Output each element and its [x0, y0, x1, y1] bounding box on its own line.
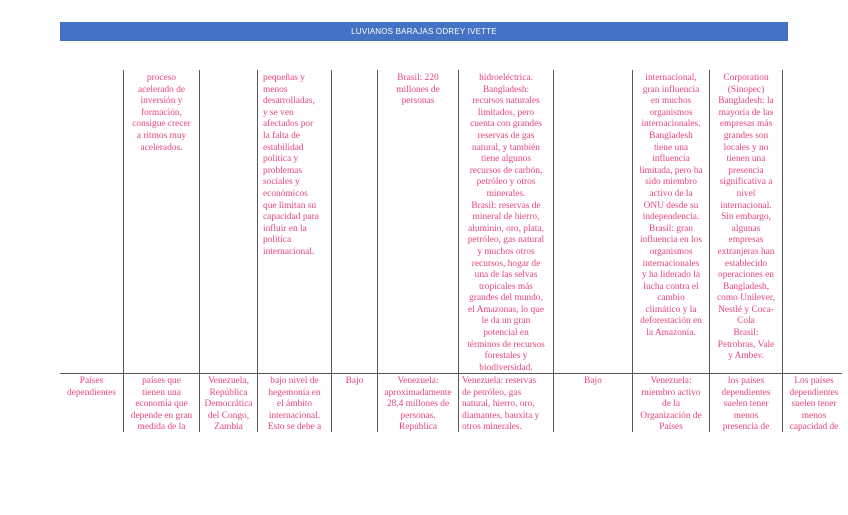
table-cell: bajo nivel de hegemonía en el ámbito internacional. Esto se debe a	[267, 376, 322, 432]
table-cell: Bajo	[345, 376, 364, 386]
table-cell: Bajo	[584, 376, 602, 386]
table-cell: proceso acelerado de inversión y formación, consigue crecer a ritmos muy acelerados.	[132, 73, 191, 153]
table-cell: hidroeléctrica. Bangladesh: recursos naturales limitados, pero cuenta con grandes reservas de gas natural, y también tiene algunos recursos de carbón, petróleo y otros minerales. Brasil: reservas de mineral de hierro, aluminio, oro, plata, petróleo, gas natural y muchos otros recursos, hogar de una de las selvas tropicales más grandes del mundo, el Amazonas, lo que le da un gran potencial en términos de recursos forestales y biodiversidad.	[467, 73, 545, 371]
table-cell: Corporation (Sinopec) Bangladesh: la mayoría de las empresas más grandes son locales y no tienen una presencia significativa a nivel internacional. Sin embargo, algunas empresas extranjeras han establecido operaciones en Bangladesh, como Unilever, Nestlé y Coca- Cola Brasil: Petrobras, Vale y Ambev.	[717, 73, 775, 362]
table-cell: Venezuela: miembro activo de la Organización de Países	[640, 376, 702, 432]
document-header: LUVIANOS BARAJAS ODREY IVETTE	[60, 22, 788, 41]
table-cell: pequeñas y menos desarrolladas, y se ven afectados por la falta de estabilidad política y problemas sociales y económicos que limitan su capacidad para influir en la política internacional.	[263, 73, 319, 257]
table-cell: internacional, gran influencia en muchos organismos internacionales. Bangladesh tiene una influencia limitada, pero ha sido miembro activo de la ONU desde su independencia. Brasil: gran influencia en los organismos internacionales y ha liderado la lucha contra el cambio climático y la deforestación en la Amazonía.	[639, 73, 703, 339]
table-cell: Brasil: 220 millones de personas	[396, 73, 440, 107]
table-cell: los países dependientes suelen tener menos presencia de	[721, 376, 771, 432]
row-divider	[60, 373, 842, 374]
table-cell: Venezuela: aproximadamente 28,4 millones de personas. República	[384, 376, 452, 432]
table-cell: Los países dependientes suelen tener menos capacidad de	[789, 376, 839, 432]
table-cell: Países dependientes	[67, 376, 116, 398]
table-cell: países que tienen una economía que depende en gran medida de la	[130, 376, 193, 432]
table-cell: Venezuela: reservas de petróleo, gas natural, hierro, oro, diamantes, bauxita y otros minerales.	[462, 376, 540, 432]
table-cell: Venezuela, República Democrática del Congo, Zambia	[204, 376, 253, 432]
